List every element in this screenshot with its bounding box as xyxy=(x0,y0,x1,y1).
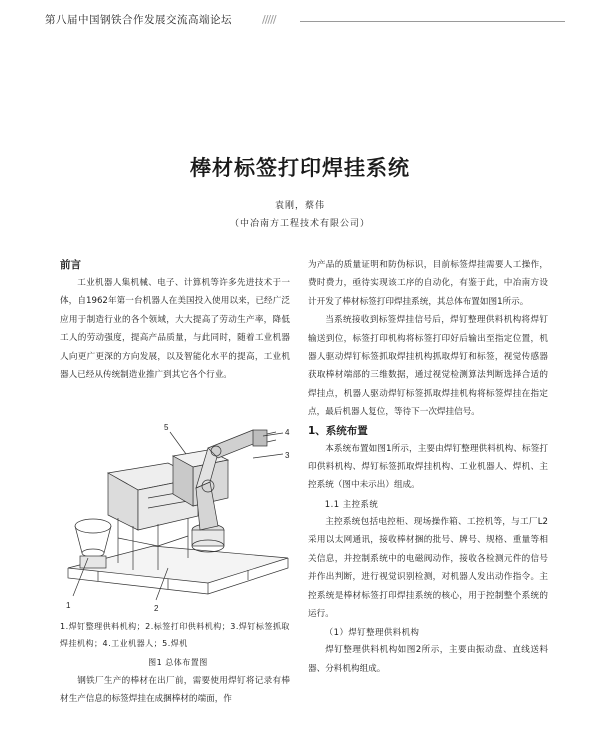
label-5: 5 xyxy=(164,423,169,432)
figure-caption: 图1 总体布置图 xyxy=(148,658,208,667)
label-1: 1 xyxy=(66,601,71,610)
authors: 袁刚，蔡伟 xyxy=(274,201,325,211)
section-heading-1: 1、系统布置 xyxy=(308,424,368,437)
paragraph: 工业机器人集机械、电子、计算机等许多先进技术于一体，自1962年第一台机器人在美国投入使用以来，已经广泛应用于制造行业的各个领域，大大提高了劳动生产率，降低工人的劳动强度，提高产品质量，与此同时，随着工业机器人向更广更深的方向发展，以及智能化水平的提高，工业机器人已经从传统制造业推广到其它各个行业。 xyxy=(60,278,290,381)
paragraph: 当系统接收到标签焊挂信号后，焊钉整理供料机构将焊钉输送到位，标签打印机构将标签打印好后输出至指定位置，机器人驱动焊钉标签抓取焊挂机构抓取焊钉和标签，视觉传感器获取棒材端部的三维数据，通过视觉检测算法判断选择合适的焊挂点，机器人驱动焊钉标签抓取焊挂机构将标签焊挂在指定点，最后机器人复位，等待下一次焊挂信号。 xyxy=(308,315,548,418)
section-heading-preface: 前言 xyxy=(60,259,81,271)
figure-caption-parts: 1.焊钉整理供料机构；2.标签打印供料机构；3.焊钉标签抓取焊挂机构；4.工业机器人；5.焊机 xyxy=(60,622,290,648)
header-rule xyxy=(300,21,565,22)
right-column xyxy=(308,256,548,678)
left-column xyxy=(60,256,290,384)
paragraph: 钢铁厂生产的棒材在出厂前，需要使用焊钉将记录有棒材生产信息的标签焊挂在成捆棒材的端面，作 xyxy=(60,676,290,705)
conference-title: 第八届中国钢铁合作发展交流高端论坛 xyxy=(45,14,232,26)
paper-title: 棒材标签打印焊挂系统 xyxy=(190,155,410,180)
paragraph: 本系统布置如图1所示，主要由焊钉整理供料机构、标签打印供料机构、焊钉标签抓取焊挂机构、工业机器人、焊机、主控系统（图中未示出）组成。 xyxy=(308,443,548,491)
subsection-heading-1-1: 1.1 主控系统 xyxy=(324,498,379,509)
figure-1-layout-drawing xyxy=(58,418,298,618)
paragraph: 主控系统包括电控柜、现场操作箱、工控机等，与工厂L2采用以太网通讯，接收棒材捆的批号、牌号、规格、重量等相关信息，并控制系统中的电磁阀动作，接收各检测元件的信号并作出判断，进行视觉识别检测，对机器人发出动作指令。主控系统是棒材标签打印焊挂系统的核心，用于控制整个系统的运行。 xyxy=(308,516,548,619)
paragraph: 焊钉整理供料机构如图2所示，主要由振动盘、直线送料器、分料机构组成。 xyxy=(308,645,548,674)
label-3: 3 xyxy=(285,451,290,460)
label-4: 4 xyxy=(285,428,290,437)
layout-line-drawing xyxy=(58,418,298,618)
affiliation: （中冶南方工程技术有限公司） xyxy=(229,219,370,229)
paragraph: 为产品的质量证明和防伪标识，目前标签焊挂需要人工操作，费时费力，亟待实现该工序的自动化，有鉴于此，中冶南方设计开发了棒材标签打印焊挂系统，其总体布置如图1所示。 xyxy=(308,260,548,307)
left-column-bottom xyxy=(60,672,290,709)
header-ornament: ///// xyxy=(262,13,276,26)
label-2: 2 xyxy=(154,604,159,613)
subsection-heading-item-1: （1）焊钉整理供料机构 xyxy=(324,627,420,638)
